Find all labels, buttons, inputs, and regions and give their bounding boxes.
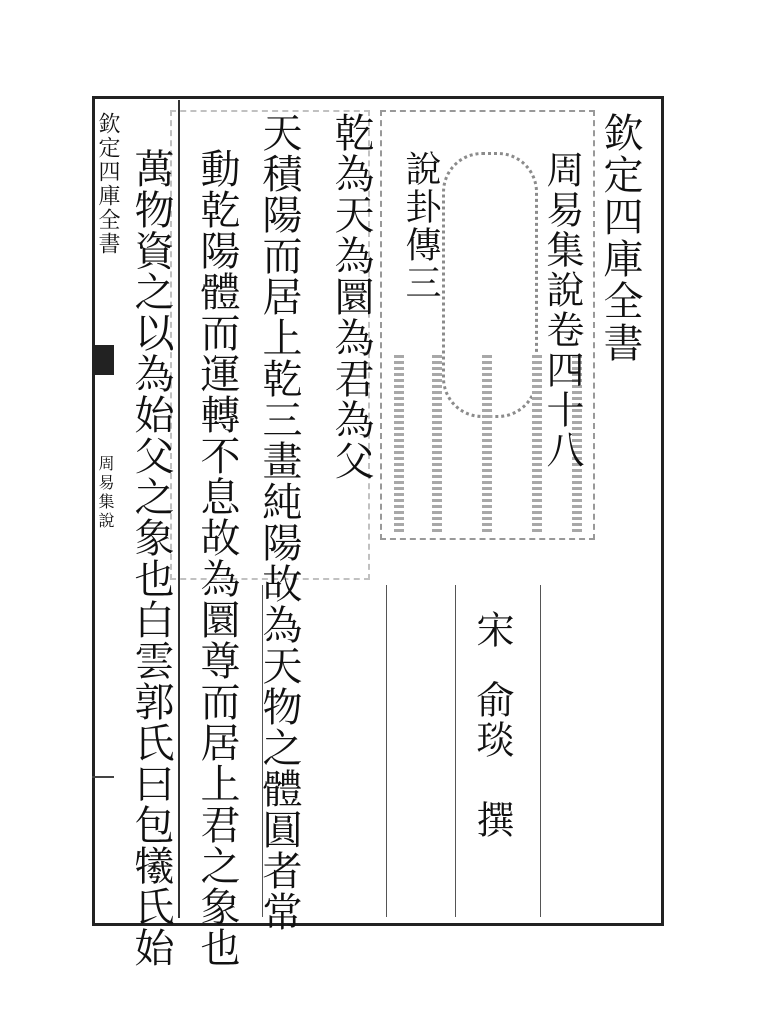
column-rule bbox=[386, 585, 387, 917]
body-column-4: 萬物資之以為始父之象也白雲郭氏曰包犧氏始 bbox=[128, 148, 174, 968]
author-name: 俞琰 bbox=[470, 680, 514, 760]
author-dynasty: 宋 bbox=[470, 610, 514, 650]
body-column-1: 乾為天為圜為君為父 bbox=[328, 112, 374, 481]
fold-title: 欽定四庫全書 bbox=[95, 112, 120, 256]
fold-black-band bbox=[92, 345, 114, 375]
book-title: 周易集說卷四十八 bbox=[540, 150, 584, 470]
seal-stroke bbox=[394, 352, 404, 532]
fold-mark bbox=[92, 776, 114, 778]
seal-stroke bbox=[432, 352, 442, 532]
body-column-3: 動乾陽體而運轉不息故為圜尊而居上君之象也 bbox=[194, 148, 240, 968]
column-rule bbox=[540, 585, 541, 917]
body-column-2: 天積陽而居上乾三畫純陽故為天物之體圓者常 bbox=[256, 112, 302, 932]
seal-stroke bbox=[482, 352, 492, 532]
fold-section-title: 周易集說 bbox=[96, 455, 115, 531]
column-rule bbox=[455, 585, 456, 917]
author-role: 撰 bbox=[470, 800, 514, 840]
collection-title: 欽定四庫全書 bbox=[597, 112, 643, 364]
section-title: 說卦傳三 bbox=[400, 150, 441, 302]
